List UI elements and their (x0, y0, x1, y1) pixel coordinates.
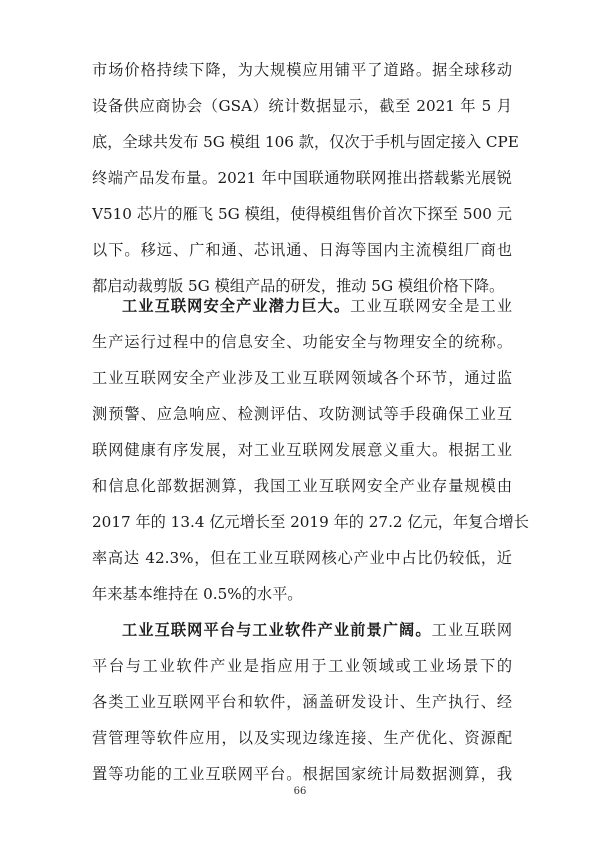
p2-line-7: 2017 年的 13.4 亿元增长至 2019 年的 27.2 亿元，年复合增长 (92, 513, 529, 531)
p3-line-5: 置等功能的工业互联网平台。根据国家统计局数据测算，我 (92, 765, 512, 783)
p3-line-4: 营管理等软件应用，以及实现边缘连接、生产优化、资源配 (92, 729, 512, 747)
p3-heading: 工业互联网平台与工业软件产业前景广阔。 (122, 621, 432, 639)
p2-line-4: 测预警、应急响应、检测评估、攻防测试等手段确保工业互 (92, 405, 512, 423)
p2-line-8: 率高达 42.3%，但在工业互联网核心产业中占比仍较低，近 (92, 549, 512, 567)
p3-first-line (122, 612, 512, 648)
p2-first-line-rest: 工业互联网安全是工业 (350, 297, 513, 315)
p1-line-1: 市场价格持续下降，为大规模应用铺平了道路。据全球移动 (92, 61, 512, 79)
p1-line-3: 底，全球共发布 5G 模组 106 款，仅次于手机与固定接入 CPE (92, 133, 519, 151)
p2-heading: 工业互联网安全产业潜力巨大。 (122, 297, 351, 315)
p3-first-line-rest: 工业互联网 (431, 621, 513, 639)
p2-line-2: 生产运行过程中的信息安全、功能安全与物理安全的统称。 (92, 333, 512, 351)
p2-line-9: 年来基本维持在 0.5%的水平。 (92, 585, 303, 603)
p3-line-2: 平台与工业软件产业是指应用于工业领域或工业场景下的 (92, 657, 512, 675)
p2-line-6: 和信息化部数据测算，我国工业互联网安全产业存量规模由 (92, 477, 512, 495)
p1-line-7: 都启动裁剪版 5G 模组产品的研发，推动 5G 模组价格下降。 (92, 277, 505, 295)
p1-line-4: 终端产品发布量。2021 年中国联通物联网推出搭载紫光展锐 (92, 169, 512, 187)
p3-line-3: 各类工业互联网平台和软件，涵盖研发设计、生产执行、经 (92, 693, 512, 711)
p2-line-5: 联网健康有序发展，对工业互联网发展意义重大。根据工业 (92, 441, 512, 459)
p1-line-2: 设备供应商协会（GSA）统计数据显示，截至 2021 年 5 月 (92, 97, 512, 115)
p2-line-3: 工业互联网安全产业涉及工业互联网领域各个环节，通过监 (92, 369, 512, 387)
p1-line-5: V510 芯片的雁飞 5G 模组，使得模组售价首次下探至 500 元 (92, 205, 512, 223)
page-number: 66 (293, 786, 307, 797)
p1-line-6: 以下。移远、广和通、芯讯通、日海等国内主流模组厂商也 (92, 241, 512, 259)
p2-first-line (122, 288, 512, 324)
